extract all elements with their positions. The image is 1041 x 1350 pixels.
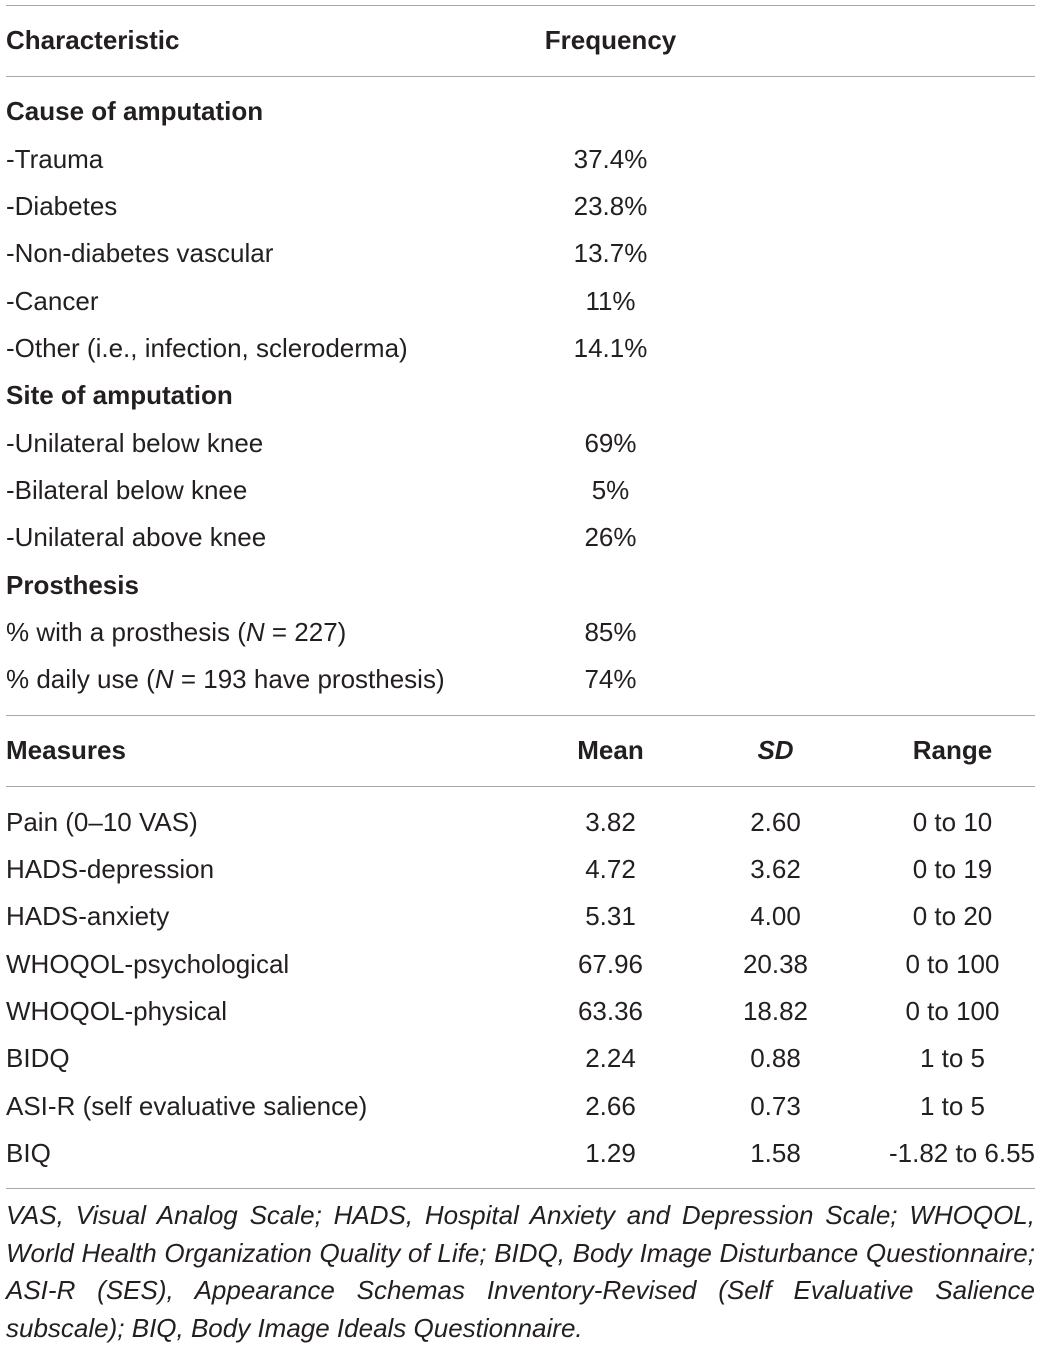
measure-label: HADS-anxiety [6,901,170,931]
measure-label: HADS-depression [6,854,215,884]
table-row [6,514,1035,561]
row-label-n: N [245,617,265,647]
range-value: 0 to 20 [912,901,993,931]
section-title: Prosthesis [6,570,139,600]
row-value: 13.7% [573,238,648,268]
measure-label: Pain (0–10 VAS) [6,807,198,837]
table-row [6,893,1035,940]
table-row [6,278,1035,325]
measure-label: ASI-R (self evaluative salience) [6,1091,368,1121]
table-row [6,988,1035,1035]
row-value: 69% [584,428,637,458]
row-label: -Bilateral below knee [6,475,248,505]
section-title: Site of amputation [6,380,233,410]
row-label: -Unilateral below knee [6,428,264,458]
table2-header-rule [6,786,1035,787]
mean-header: Mean [577,735,644,765]
footnote-rule [6,1188,1035,1189]
range-value: 1 to 5 [919,1043,986,1073]
range-value: 1 to 5 [919,1091,986,1121]
table-row [6,1035,1035,1082]
mean-value: 67.96 [577,949,644,979]
measure-label: WHOQOL-physical [6,996,228,1026]
sd-value: 18.82 [742,996,809,1026]
row-value: 5% [591,475,630,505]
sd-value: 20.38 [742,949,809,979]
characteristic-header: Characteristic [6,25,180,55]
row-label-n: N [154,664,174,694]
mean-value: 3.82 [585,807,636,837]
table2-header-row [6,727,1035,774]
mean-value: 63.36 [577,996,644,1026]
range-value: 0 to 100 [905,996,1000,1026]
row-label-pre: % daily use ( [6,664,155,694]
table-row [6,467,1035,514]
table-row [6,656,1035,703]
range-header: Range [912,735,993,765]
table-row [6,136,1035,183]
row-value: 11% [585,286,636,316]
row-label: -Trauma [6,144,104,174]
sd-value: 0.88 [750,1043,801,1073]
measure-label: BIDQ [6,1043,70,1073]
sd-value: 1.58 [750,1138,801,1168]
table-row [6,420,1035,467]
row-value: 14.1% [573,333,648,363]
measure-label: BIQ [6,1138,51,1168]
mean-value: 5.31 [585,901,636,931]
measure-label: WHOQOL-psychological [6,949,290,979]
top-rule [6,5,1035,6]
row-value: 37.4% [573,144,648,174]
sd-value: 0.73 [750,1091,801,1121]
mean-value: 2.66 [585,1091,636,1121]
frequency-header: Frequency [544,25,677,55]
range-value: -1.82 to 6.55 [889,1138,1035,1168]
table-row [6,941,1035,988]
section-title-site [6,372,1035,419]
table2-top-rule [6,715,1035,716]
mean-value: 4.72 [585,854,636,884]
table-footnote: VAS, Visual Analog Scale; HADS, Hospital Anxiety and Depression Scale; WHOQOL, World Health Organization Quality of Life; BIDQ, Body Image Disturbance Questionnaire; ASI-R (SES), Appearance Schemas Inventory-Revised (Self Evaluative Salience subscale); BIQ, Body Image Ideals Questionnaire. [6,1200,1035,1343]
table-row [6,325,1035,372]
row-label: -Non-diabetes vascular [6,238,274,268]
table-row [6,1130,1035,1177]
sd-value: 4.00 [750,901,801,931]
mean-value: 1.29 [585,1138,636,1168]
table-row [6,183,1035,230]
row-value: 23.8% [573,191,648,221]
row-label-pre: % with a prosthesis ( [6,617,246,647]
range-value: 0 to 10 [912,807,993,837]
row-label-post: = 227) [264,617,347,647]
table-row [6,846,1035,893]
row-value: 85% [584,617,637,647]
row-label [6,609,346,656]
table1-header-rule [6,76,1035,77]
table-row [6,230,1035,277]
mean-value: 2.24 [585,1043,636,1073]
range-value: 0 to 19 [912,854,993,884]
range-value: 0 to 100 [905,949,1000,979]
table-row [6,799,1035,846]
row-label: -Cancer [6,286,99,316]
table1-header-row [6,17,1035,64]
table-row [6,609,1035,656]
section-title-prosthesis [6,562,1035,609]
row-value: 26% [584,522,637,552]
section-title: Cause of amputation [6,96,264,126]
measures-header: Measures [6,735,126,765]
row-label-post: = 193 have prosthesis) [173,664,445,694]
row-value: 74% [584,664,637,694]
row-label: -Diabetes [6,191,118,221]
table-row [6,1083,1035,1130]
row-label [6,656,445,703]
row-label: -Other (i.e., infection, scleroderma) [6,333,408,363]
sd-value: 2.60 [750,807,801,837]
section-title-cause [6,88,1035,135]
sd-value: 3.62 [750,854,801,884]
sd-header: SD [757,735,794,765]
row-label: -Unilateral above knee [6,522,267,552]
